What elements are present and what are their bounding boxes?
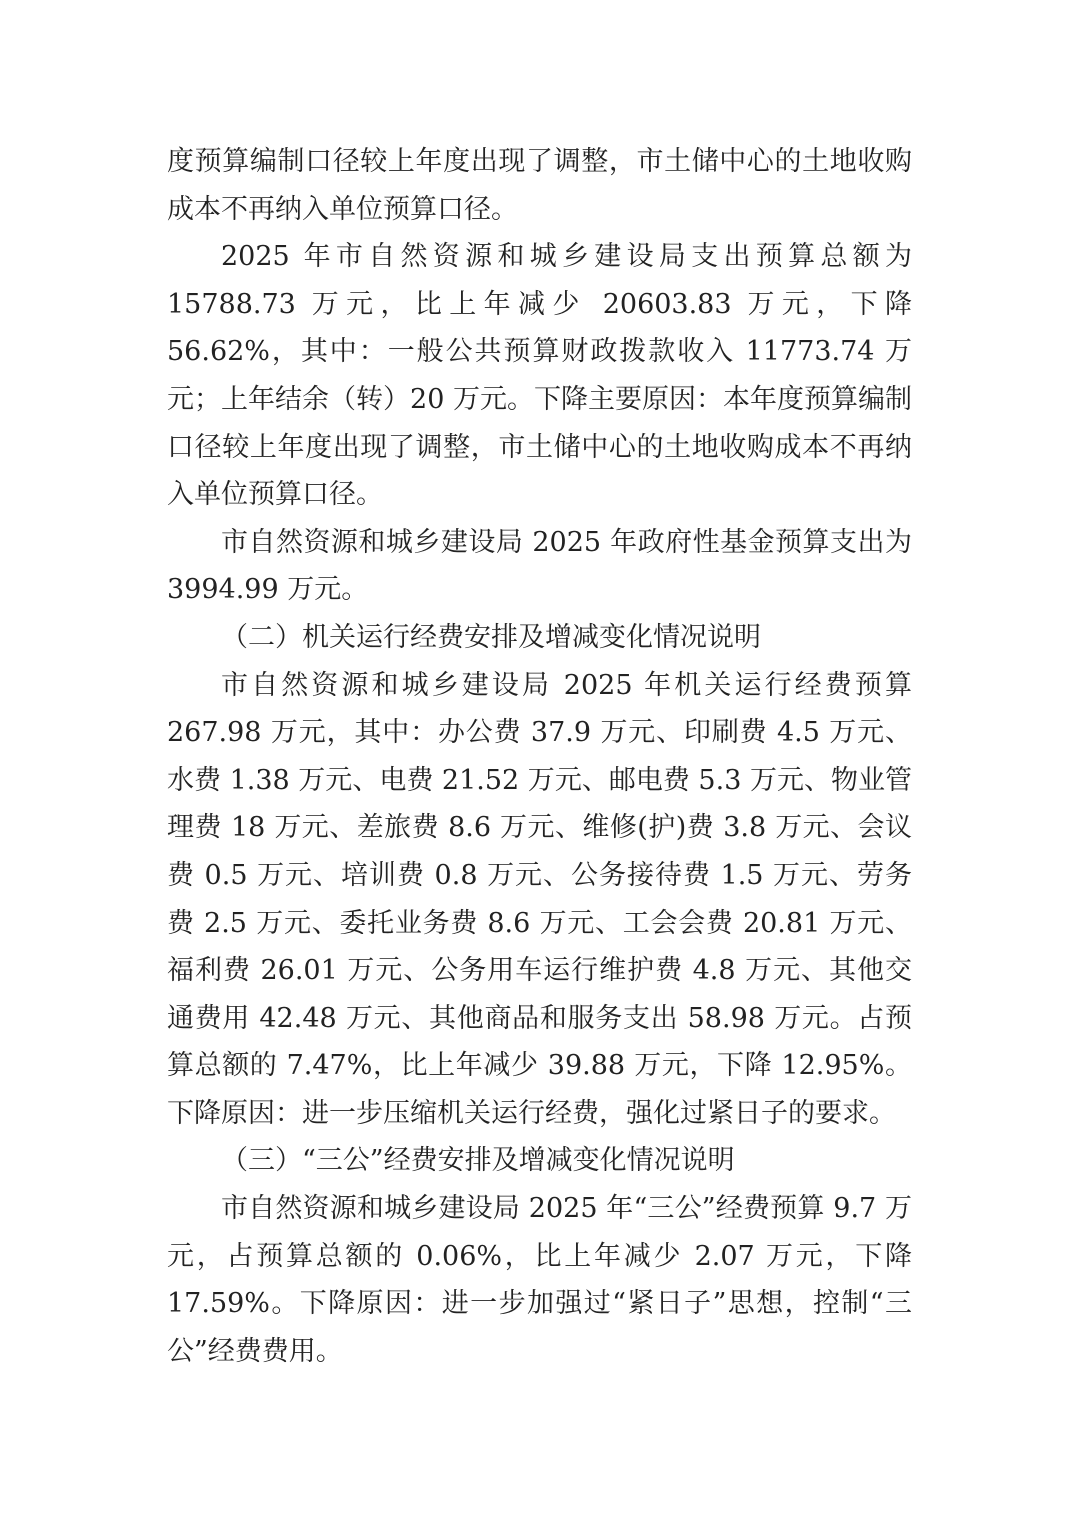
section-heading-three-public: （三）“三公”经费安排及增减变化情况说明 xyxy=(221,1145,735,1177)
paragraph-total-budget: 2025 年市自然资源和城乡建设局支出预算总额为 15788.73 万元，比上年减少 20603.83 万元，下降 56.62%，其中：一般公共预算财政拨款收入 11773.74 万元；上年结余（转）20 万元。下降主要原因：本年度预算编制口径较上年度出现了调整，市土储中心的土地收购成本不再纳入单位预算口径。 xyxy=(167,241,912,511)
paragraph-continuation: 度预算编制口径较上年度出现了调整，市土储中心的土地收购成本不再纳入单位预算口径。 xyxy=(167,146,912,225)
document-body xyxy=(167,138,912,1375)
paragraph-fund-budget: 市自然资源和城乡建设局 2025 年政府性基金预算支出为 3994.99 万元。 xyxy=(167,526,912,606)
paragraph-three-public: 市自然资源和城乡建设局 2025 年“三公”经费预算 9.7 万元，占预算总额的 0.06%，比上年减少 2.07 万元，下降 17.59%。下降原因：进一步加强过“紧日子”思想，控制“三公”经费费用。 xyxy=(167,1193,912,1367)
section-heading-operating-costs: （二）机关运行经费安排及增减变化情况说明 xyxy=(221,621,761,653)
paragraph-operating-costs: 市自然资源和城乡建设局 2025 年机关运行经费预算 267.98 万元，其中：办公费 37.9 万元、印刷费 4.5 万元、水费 1.38 万元、电费 21.52 万元、邮电费 5.3 万元、物业管理费 18 万元、差旅费 8.6 万元、维修(护)费 3.8 万元、会议费 0.5 万元、培训费 0.8 万元、公务接待费 1.5 万元、劳务费 2.5 万元、委托业务费 8.6 万元、工会会费 20.81 万元、福利费 26.01 万元、公务用车运行维护费 4.8 万元、其他交通费用 42.48 万元、其他商品和服务支出 58.98 万元。占预算总额的 7.47%，比上年减少 39.88 万元，下降 12.95%。下降原因：进一步压缩机关运行经费，强化过紧日子的要求。 xyxy=(167,669,912,1129)
